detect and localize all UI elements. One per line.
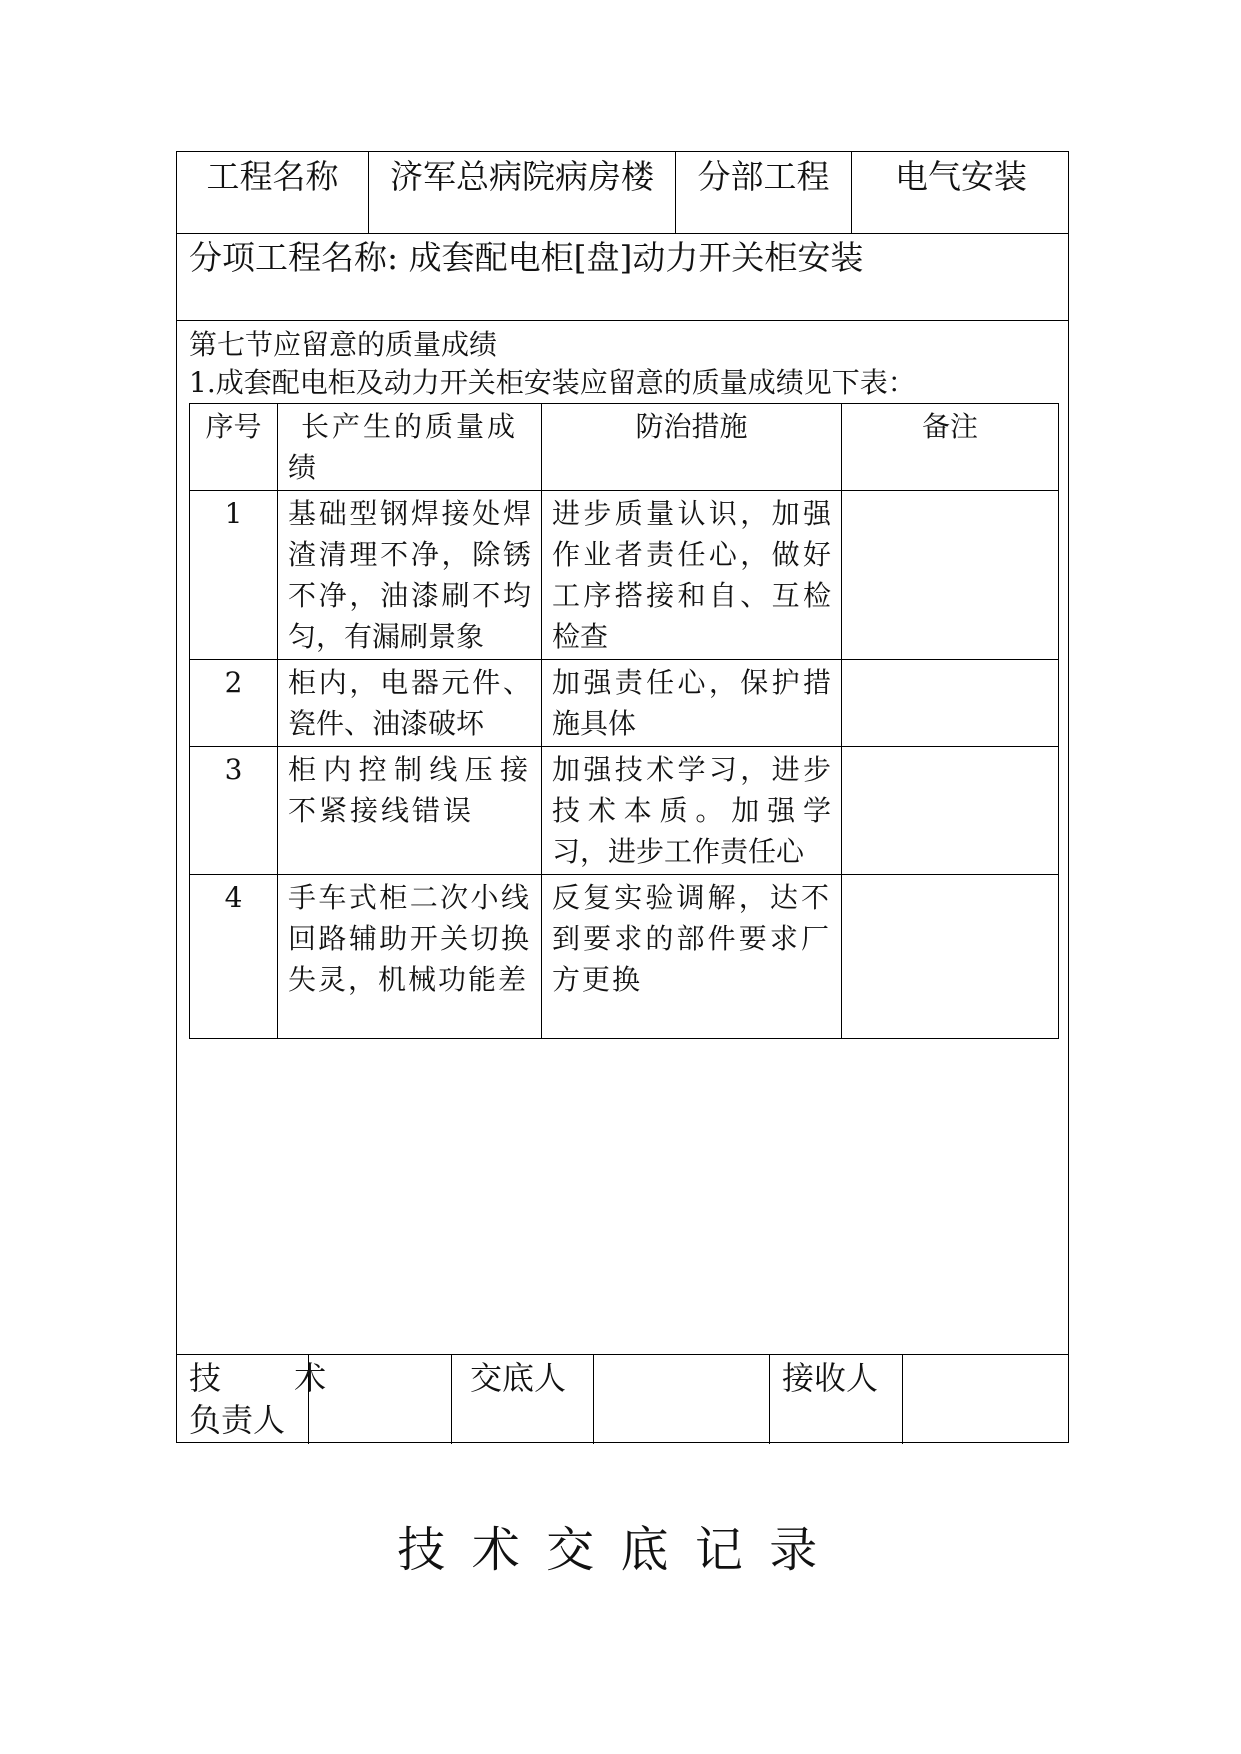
- tech-lead-label-line1: 技 术: [189, 1359, 344, 1397]
- subitem-line: [189, 236, 863, 280]
- subitem-label: 分项工程名称:: [189, 238, 399, 277]
- table-row: [190, 875, 1059, 1039]
- division-label-cell: [676, 152, 852, 233]
- row-measure: 加强技术学习，进步技术本质。加强学习，进步工作责任心: [542, 747, 842, 875]
- row-remark: [842, 747, 1059, 875]
- col-header-num: 序号: [190, 404, 278, 491]
- row-num: 3: [190, 747, 278, 875]
- header-row: [177, 152, 1068, 234]
- quality-issues-table: [189, 403, 1059, 1039]
- col-header-remark: 备注: [842, 404, 1059, 491]
- table-row: [190, 660, 1059, 747]
- content-row: [177, 321, 1068, 1355]
- row-problem: 柜内控制线压接不紧接线错误: [278, 747, 542, 875]
- table-intro: 1.成套配电柜及动力开关柜安装应留意的质量成绩见下表：: [189, 366, 916, 399]
- table-row: [190, 747, 1059, 875]
- receiver-label-cell: [770, 1355, 903, 1444]
- page-title: 技术交底记录: [397, 1522, 844, 1578]
- receiver-value-cell: [903, 1355, 1070, 1444]
- row-measure: 反复实验调解，达不到要求的部件要求厂方更换: [542, 875, 842, 1039]
- project-label: 工程名称: [206, 157, 339, 196]
- discloser-label-cell: [452, 1355, 594, 1444]
- section-title: 第七节应留意的质量成绩: [189, 328, 498, 361]
- row-remark: [842, 660, 1059, 747]
- signature-row: [177, 1355, 1068, 1444]
- tech-lead-label-line2: 负责人: [189, 1401, 286, 1439]
- tech-lead-label-cell: [177, 1355, 344, 1444]
- division-label: 分部工程: [697, 157, 830, 196]
- col-header-problem: 长产生的质量成绩: [278, 404, 542, 491]
- disclosure-form: [176, 151, 1069, 1443]
- division-value: 电气安装: [895, 157, 1027, 196]
- row-problem: 手车式柜二次小线回路辅助开关切换失灵，机械功能差: [278, 875, 542, 1039]
- table-header-row: [190, 404, 1059, 491]
- row-measure: 进步质量认识，加强作业者责任心，做好工序搭接和自、互检检查: [542, 491, 842, 660]
- row-remark: [842, 491, 1059, 660]
- row-remark: [842, 875, 1059, 1039]
- col-header-measure: 防治措施: [542, 404, 842, 491]
- tech-lead-value-cell: [309, 1355, 452, 1444]
- division-value-cell: [852, 152, 1070, 233]
- subitem-row: [177, 234, 1068, 321]
- project-value-cell: [369, 152, 676, 233]
- row-num: 2: [190, 660, 278, 747]
- row-num: 4: [190, 875, 278, 1039]
- discloser-value-cell: [594, 1355, 770, 1444]
- project-value: 济军总病院病房楼: [390, 157, 654, 196]
- project-label-cell: [177, 152, 369, 233]
- row-num: 1: [190, 491, 278, 660]
- table-row: [190, 491, 1059, 660]
- receiver-label: 接收人: [782, 1359, 879, 1397]
- row-problem: 柜内，电器元件、瓷件、油漆破坏: [278, 660, 542, 747]
- subitem-value: 成套配电柜[盘]动力开关柜安装: [408, 238, 864, 277]
- row-measure: 加强责任心，保护措施具体: [542, 660, 842, 747]
- row-problem: 基础型钢焊接处焊渣清理不净，除锈不净，油漆刷不均匀，有漏刷景象: [278, 491, 542, 660]
- discloser-label: 交底人: [470, 1359, 567, 1397]
